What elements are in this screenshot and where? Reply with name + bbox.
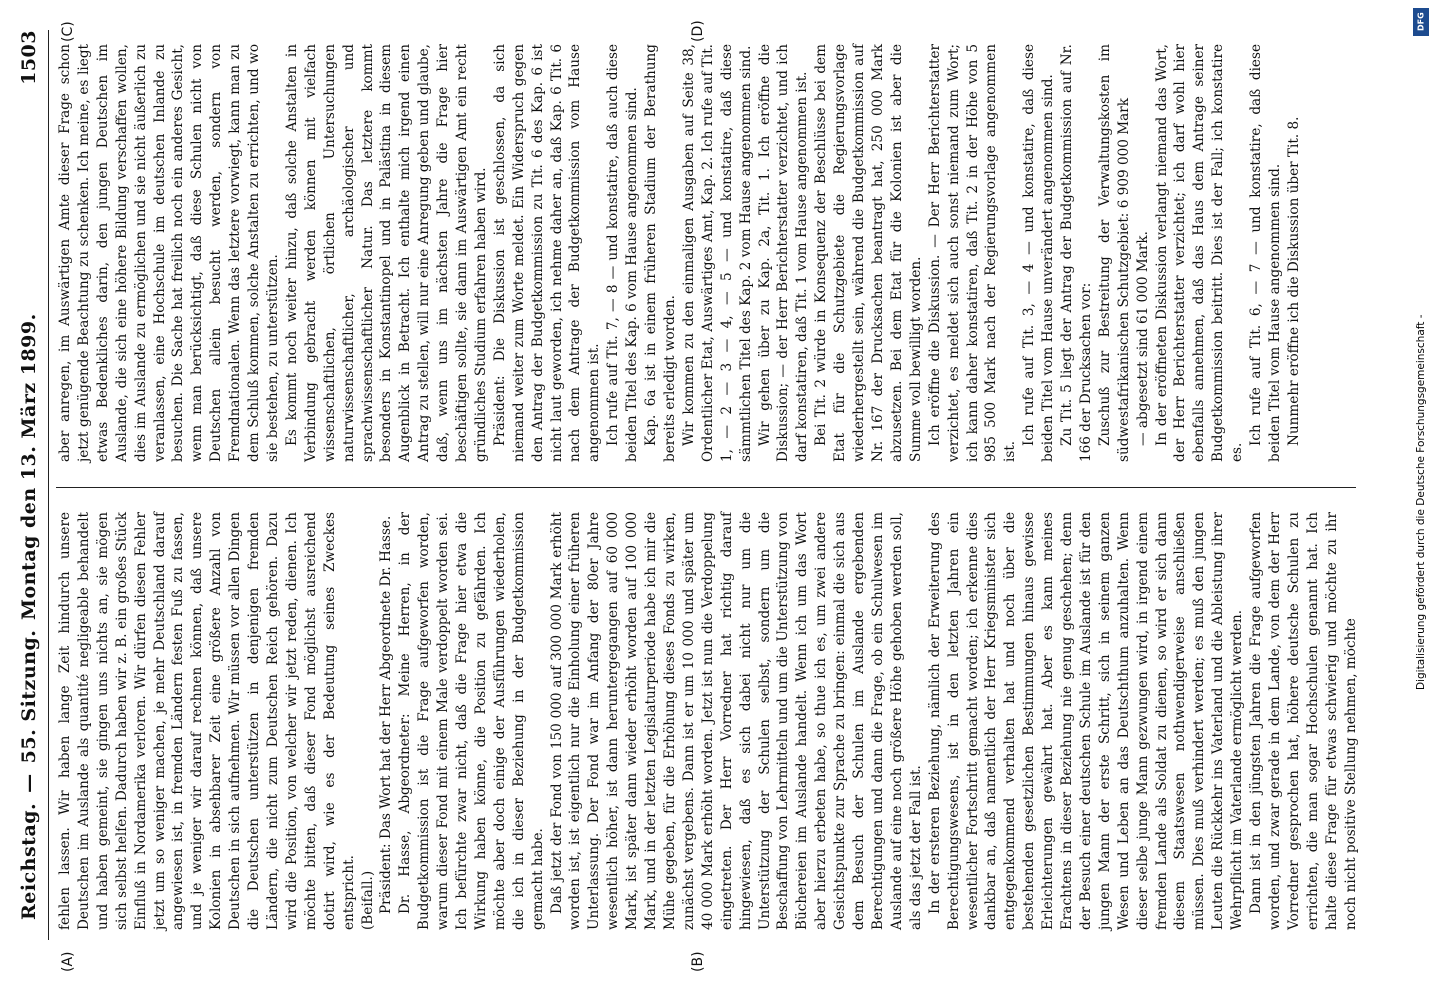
paragraph: Daß jetzt der Fond von 150 000 auf 300 000 Mark erhöht worden ist, ist eigentlich nur die Einholung einer früheren Unterlassung. Der Fond war im Anfang der 80er Jahre wesentlich höher, ist dann heruntergegangen auf 60 000 Mark, ist später dann wieder erhöht worden auf 100 000 Mark, und in der letzten Legislaturperiode habe ich mir die Mühe gegeben, für die Erhöhung dieses Fonds zu wirken, zunächst vergebens. Dann ist er um 10 000 und später um 40 000 Mark erhöht worden. Jetzt ist nun die Verdoppelung eingetreten. Der Herr Vorredner hat richtig darauf hingewiesen, daß es sich dabei nicht nur um die Unterstützung der Schulen selbst, sondern um die Beschaffung von Lehrmitteln und um die Unterstützung von Büchereien im Auslande handelt. Wenn ich um das Wort aber hierzu erbeten habe, so thue ich es, um zwei andere Gesichtspunkte zur Sprache zu bringen: einmal die sich aus dem Besuch der Schulen im Auslande ergebenden Berechtigungen und dann die Frage, ob ein Schulwesen im Auslande auf eine noch größere Höhe gehoben werden soll, als das jetzt der Fall ist. bbox=[548, 512, 924, 930]
paragraph: In der eröffneten Diskussion verlangt niemand das Wort, der Herr Berichterstatter verzichtet; ich darf wohl hier ebenfalls annehmen, daß das Haus dem Antrage seiner Budgetkommission beitritt. Dies ist der Fall; ich konstatire es. bbox=[1153, 44, 1246, 462]
header-rule bbox=[48, 30, 49, 940]
paragraph: Dr. Hasse, Abgeordneter: Meine Herren, in der Budgetkommission ist die Frage aufgeworfen worden, warum dieser Fond mit einem Male verdoppelt worden sei. Ich befürchte zwar nicht, daß die Frage hier etwa die Wirkung haben könne, die Position zu gefährden. Ich möchte aber doch einige der Ausführungen wiederholen, die ich in dieser Beziehung in der Budgetkommission gemacht habe. bbox=[397, 512, 546, 930]
margin-marker-b: (B) bbox=[690, 951, 706, 972]
paragraph: Wir kommen zu den einmaligen Ausgaben auf Seite 38, Ordentlicher Etat, Auswärtiges Amt, Kap. 2. Ich rufe auf Tit. 1, — 2 — 3 — 4, — 5 — und konstatire, daß diese sämmtlichen Titel des Kap. 2 vom Hause angenommen sind. bbox=[680, 44, 754, 462]
page-number: 1503 bbox=[18, 30, 40, 85]
right-column bbox=[56, 44, 1304, 462]
applause-note: (Beifall.) bbox=[359, 870, 376, 930]
running-head-left bbox=[18, 630, 40, 920]
attribution-strip bbox=[1400, 0, 1434, 1000]
margin-marker-d: (D) bbox=[690, 20, 706, 42]
quoted-motion: Zuschuß zur Bestreitung der Verwaltungskosten im südwestafrikanischen Schutzgebiet: 6 909 000 Mark bbox=[1096, 44, 1132, 462]
margin-marker-a: (A) bbox=[60, 951, 76, 972]
running-head bbox=[18, 30, 48, 940]
paragraph: — abgesetzt sind 61 000 Mark. bbox=[1134, 231, 1151, 446]
paragraph: In der ersteren Beziehung, nämlich der Erweiterung des Berechtigungswesens, ist in den letzten Jahren ein wesentlicher Fortschritt gemacht worden; ich erkenne dies dankbar an, daß namentlich der Herr Kriegsminister sich entgegenkommend verhalten hat und noch über die bestehenden gesetzlichen Bestimmungen hinaus gewisse Erleichterungen gewährt hat. Aber es kann meines Erachtens in dieser Beziehung nie genug geschehen; denn der Besuch einer deutschen Schule im Auslande ist für den jungen Mann der erste Schritt, sich in seinem ganzen Wesen und Leben an das Deutschthum anzuhalten. Wenn dieser selbe junge Mann gezwungen wird, in irgend einem fremden Lande als Soldat zu dienen, so wird er sich dann diesem Staatswesen nothwendigerweise anschließen müssen. Dies muß verhindert werden; es muß den jungen Leuten die Rückkehr ins Vaterland und die Ableistung ihrer Wehrpflicht im Vaterlande ermöglicht werden. bbox=[926, 512, 1246, 930]
header-dash: — bbox=[18, 773, 40, 793]
paragraph: Bei Tit. 2 würde in Konsequenz der Beschlüsse bei dem Etat für die Schutzgebiete die Regierungsvorlage wiederhergestellt sein, während die Budgetkommission auf Nr. 167 der Drucksachen beantragt hat, 250 000 Mark abzusetzen. Bei dem Etat für die Kolonien ist aber die Summe voll bewilligt worden. bbox=[813, 44, 924, 462]
paragraph: Es kommt noch weiter hinzu, daß solche Anstalten in Verbindung gebracht werden können mit vielfach wissenschaftlichen, örtlichen Untersuchungen naturwissenschaftlicher, archäologischer und sprachwissenschaftlicher Natur. Das letztere kommt besonders in Konstantinopel und in Palästina in diesem Augenblick in Betracht. Ich enthalte mich irgend einen Antrag zu stellen, will nur eine Anregung geben und glaube, daß, wenn uns im nächsten Jahre die Frage hier beschäftigen sollte, sie dann im Auswärtigen Amt ein recht gründliches Studium erfahren haben wird. bbox=[283, 44, 489, 462]
paragraph: Nunmehr eröffne ich die Diskussion über Tit. 8. bbox=[1285, 116, 1302, 446]
column-divider bbox=[56, 487, 1356, 488]
paragraph: Wir gehen über zu Kap. 2a, Tit. 1. Ich eröffne die Diskussion; — der Herr Berichterstatter verzichtet, und ich darf konstatiren, daß Tit. 1 vom Hause angenommen ist. bbox=[756, 44, 811, 462]
paragraph: Zu Tit. 5 liegt der Antrag der Budgetkommission auf Nr. 166 der Drucksachen vor: bbox=[1059, 44, 1094, 462]
dfg-logo: DFG bbox=[1413, 8, 1429, 36]
header-date: Montag den 13. März 1899. bbox=[18, 313, 40, 620]
newspaper-page bbox=[10, 20, 1400, 980]
margin-marker-c: (C) bbox=[60, 21, 76, 42]
paragraph: Ich rufe auf Tit. 6, — 7 — und konstatire, daß diese beiden Titel vom Hause angenommen sind. bbox=[1248, 44, 1283, 462]
paragraph: Ich rufe auf Tit. 7, — 8 — und konstatire, daß auch diese beiden Titel des Kap. 6 vom Hause angenommen sind. bbox=[605, 44, 641, 462]
paragraph: aber anregen, im Auswärtigen Amte dieser Frage schon jetzt genügende Beachtung zu schenken. Ich meine, es liegt etwas Bedenkliches darin, den jungen Deutschen im Auslande, die sich eine höhere Bildung verschaffen wollen, dies im Auslande zu ermöglichen und sie nicht äußerlich zu veranlassen, eine Hochschule im deutschen Inlande zu besuchen. Die Sache hat freilich noch ein anderes Gesicht, wenn man berücksichtigt, daß diese Schulen nicht von Deutschen allein besucht werden, sondern von Fremdnationalen. Wenn das letztere vorwiegt, kann man zu dem Schluß kommen, solche Anstalten zu errichten, und wo sie bestehen, zu unterstützen. bbox=[57, 44, 281, 462]
paragraph: Ich eröffne die Diskussion. — Der Herr Berichterstatter verzichtet, es meldet sich auch sonst niemand zum Wort; ich kann daher konstatiren, daß Tit. 2 in der Höhe von 5 985 500 Mark nach der Regierungsvorlage angenommen ist. bbox=[926, 44, 1019, 462]
left-column bbox=[56, 512, 1361, 930]
paragraph: Präsident: Die Diskussion ist geschlossen, da sich niemand weiter zum Worte meldet. Ein Widerspruch gegen den Antrag der Budgetkommission zu Tit. 6 des Kap. 6 ist nicht laut geworden, ich nehme daher an, daß Kap. 6 Tit. 6 nach dem Antrage der Budgetkommission vom Hause angenommen ist. bbox=[491, 44, 603, 462]
paragraph: fehlen lassen. Wir haben lange Zeit hindurch unsere Deutschen im Auslande als quantité negligeable behandelt und haben gemeint, sie gingen uns nichts an, sie mögen sich selbst helfen. Dadurch haben wir z. B. ein großes Stück Einfluß in Nordamerika verloren. Wir dürfen diesen Fehler jetzt um so weniger machen, je mehr Deutschland darauf angewiesen ist, in fremden Ländern festen Fuß zu fassen, und je weniger wir darauf rechnen können, daß unsere Kolonien in absehbarer Zeit eine größere Anzahl von Deutschen in sich aufnehmen. Wir müssen vor allen Dingen die Deutschen unterstützen in denjenigen fremden Ländern, die nicht zum Deutschen Reich gehören. Dazu wird die Position, von welcher wir jetzt reden, dienen. Ich möchte bitten, daß dieser Fond möglichst ausreichend dotirt wird, wie es der Bedeutung seines Zweckes entspricht. bbox=[57, 512, 357, 930]
paragraph: Kap. 6a ist in einem früheren Stadium der Berathung bereits erledigt worden. bbox=[643, 44, 678, 462]
attribution-text: Digitalisierung gefördert durch die Deutsche Forschungsgemeinschaft - bbox=[1415, 314, 1427, 690]
paragraph: Ich rufe auf Tit. 3, — 4 — und konstatire, daß diese beiden Titel vom Hause unverändert angenommen sind. bbox=[1021, 44, 1057, 462]
rotated-page bbox=[10, 20, 1400, 980]
header-title: Reichstag. bbox=[18, 802, 40, 920]
paragraph: Präsident: Das Wort hat der Herr Abgeordnete Dr. Hasse. bbox=[378, 515, 395, 914]
header-session: 55. Sitzung. bbox=[18, 629, 40, 764]
paragraph: Dann ist in den jüngsten Jahren die Frage aufgeworfen worden, und zwar gerade in dem Lande, von dem der Herr Vorredner gesprochen hat, höhere deutsche Schulen zu errichten, die man sogar Hochschulen genannt hat. Ich halte diese Frage für etwas schwierig und möchte zu ihr noch nicht positive Stellung nehmen, möchte bbox=[1248, 512, 1359, 930]
